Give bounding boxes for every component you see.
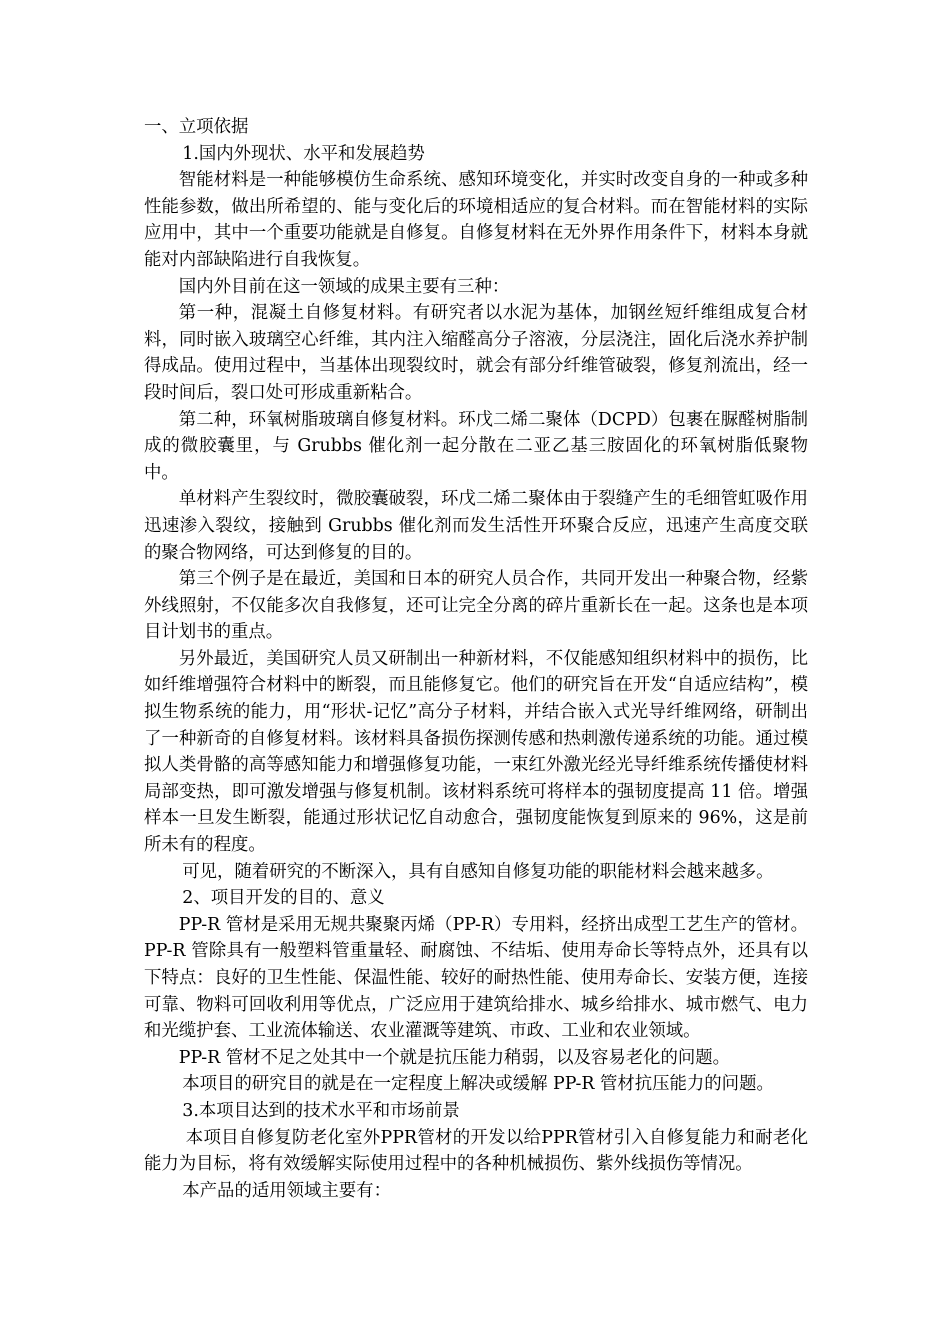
subsection-heading-tech-level: 3.本项目达到的技术水平和市场前景 (182, 1100, 460, 1121)
subsection-heading-status: 1.国内外现状、水平和发展趋势 (182, 143, 425, 164)
paragraph-new-material: 另外最近，美国研究人员又研制出一种新材料，不仅能感知组织材料中的损伤，比如纤维增强符合材料中的断裂，而且能修复它。他们的研究旨在开发“自适应结构”，模拟生物系统的能力，用“形状-记忆”高分子材料，并结合嵌入式光导纤维网络，研制出了一种新奇的自修复材料。该材料具备损伤探测传感和热刺激传递系统的功能。通过模拟人类骨骼的高等感知能力和增强修复功能，一束红外激光经光导纤维系统传播使材料局部变热，即可激发增强与修复机制。该材料系统可将样本的强韧度提高 11 倍。增强样本一旦发生断裂，能通过形状记忆自动愈合，强韧度能恢复到原来的 96%，这是前所未有的程度。 (144, 648, 808, 856)
paragraph-ppr-pipe: PP-R 管材是采用无规共聚聚丙烯（PP-R）专用料，经挤出成型工艺生产的管材。PP-R 管除具有一般塑料管重量轻、耐腐蚀、不结垢、使用寿命长等特点外，还具有以下特点：良好的卫生性能、保温性能、较好的耐热性能、使用寿命长、安装方便，连接可靠、物料可回收利用等优点，广泛应用于建筑给排水、城乡给排水、城市燃气、电力和光缆护套、工业流体输送、农业灌溉等建筑、市政、工业和农业领域。 (144, 914, 808, 1042)
paragraph-research-goal: 本项目的研究目的就是在一定程度上解决或缓解 PP-R 管材抗压能力的问题。 (182, 1074, 774, 1095)
paragraph-application-fields: 本产品的适用领域主要有： (182, 1180, 391, 1201)
document-body (144, 114, 808, 1204)
subsection-heading-purpose: 2、项目开发的目的、意义 (182, 888, 385, 909)
paragraph-concrete: 第一种，混凝土自修复材料。有研究者以水泥为基体，加钢丝短纤维组成复合材料，同时嵌入玻璃空心纤维，其内注入缩醛高分子溶液，分层浇注，固化后浇水养护制得成品。使用过程中，当基体出现裂纹时，就会有部分纤维管破裂，修复剂流出，经一段时间后，裂口处可形成重新粘合。 (144, 303, 808, 403)
paragraph-third-example: 第三个例子是在最近，美国和日本的研究人员合作，共同开发出一种聚合物，经紫外线照射，不仅能多次自我修复，还可让完全分离的碎片重新长在一起。这条也是本项目计划书的重点。 (144, 569, 808, 643)
paragraph-epoxy: 第二种，环氧树脂玻璃自修复材料。环戊二烯二聚体（DCPD）包裹在脲醛树脂制成的微胶囊里，与 Grubbs 催化剂一起分散在二亚乙基三胺固化的环氧树脂低聚物中。 (144, 409, 808, 483)
paragraph-project-goal: 本项目自修复防老化室外PPR管材的开发以给PPR管材引入自修复能力和耐老化能力为目标，将有效缓解实际使用过程中的各种机械损伤、紫外线损伤等情况。 (144, 1127, 808, 1175)
paragraph-conclusion: 可见，随着研究的不断深入，具有自感知自修复功能的职能材料会越来越多。 (182, 861, 774, 882)
paragraph-microcapsule: 单材料产生裂纹时，微胶囊破裂，环戊二烯二聚体由于裂缝产生的毛细管虹吸作用迅速渗入裂纹，接触到 Grubbs 催化剂而发生活性开环聚合反应，迅速产生高度交联的聚合物网络，可达到修复的目的。 (144, 489, 808, 563)
paragraph-ppr-weakness: PP-R 管材不足之处其中一个就是抗压能力稍弱，以及容易老化的问题。 (178, 1047, 731, 1068)
paragraph-achievements-intro: 国内外目前在这一领域的成果主要有三种： (178, 276, 510, 297)
paragraph-smart-materials: 智能材料是一种能够模仿生命系统、感知环境变化，并实时改变自身的一种或多种性能参数，做出所希望的、能与变化后的环境相适应的复合材料。而在智能材料的实际应用中，其中一个重要功能就是自修复。自修复材料在无外界作用条件下，材料本身就能对内部缺陷进行自我恢复。 (144, 170, 808, 270)
section-heading-basis: 一、立项依据 (144, 117, 249, 137)
